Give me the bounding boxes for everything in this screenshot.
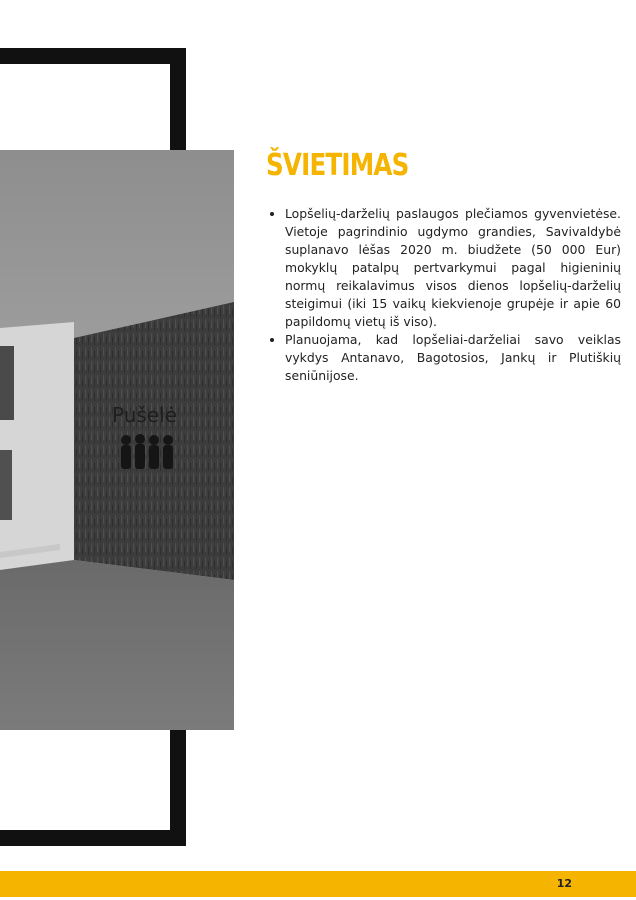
bullet-list — [272, 205, 621, 385]
list-item: • Planuojama, kad lopšeliai-darželiai savo veiklas vykdys Antanavo, Bagotosios, Jankų ir Plutiškių seniūnijose. — [285, 331, 621, 385]
kindergarten-photo — [0, 150, 234, 730]
photo-sign-text: Pušelė — [112, 403, 177, 427]
section-title: ŠVIETIMAS — [266, 148, 409, 183]
list-item: • Lopšelių-darželių paslaugos plečiamos gyvenvietėse. Vietoje pagrindinio ugdymo grandies, Savivaldybė suplanavo lėšas 2020 m. biudžete (50 000 Eur) mokyklų patalpų pertvarkymui pagal higieninių normų reikalavimus visos dienos lopšelių-darželių steigimui (iki 15 vaikų kiekvienoje grupėje ir apie 60 papildomų vietų iš viso). — [285, 205, 621, 331]
footer-bar — [0, 871, 636, 897]
page-number: 12 — [556, 877, 572, 890]
